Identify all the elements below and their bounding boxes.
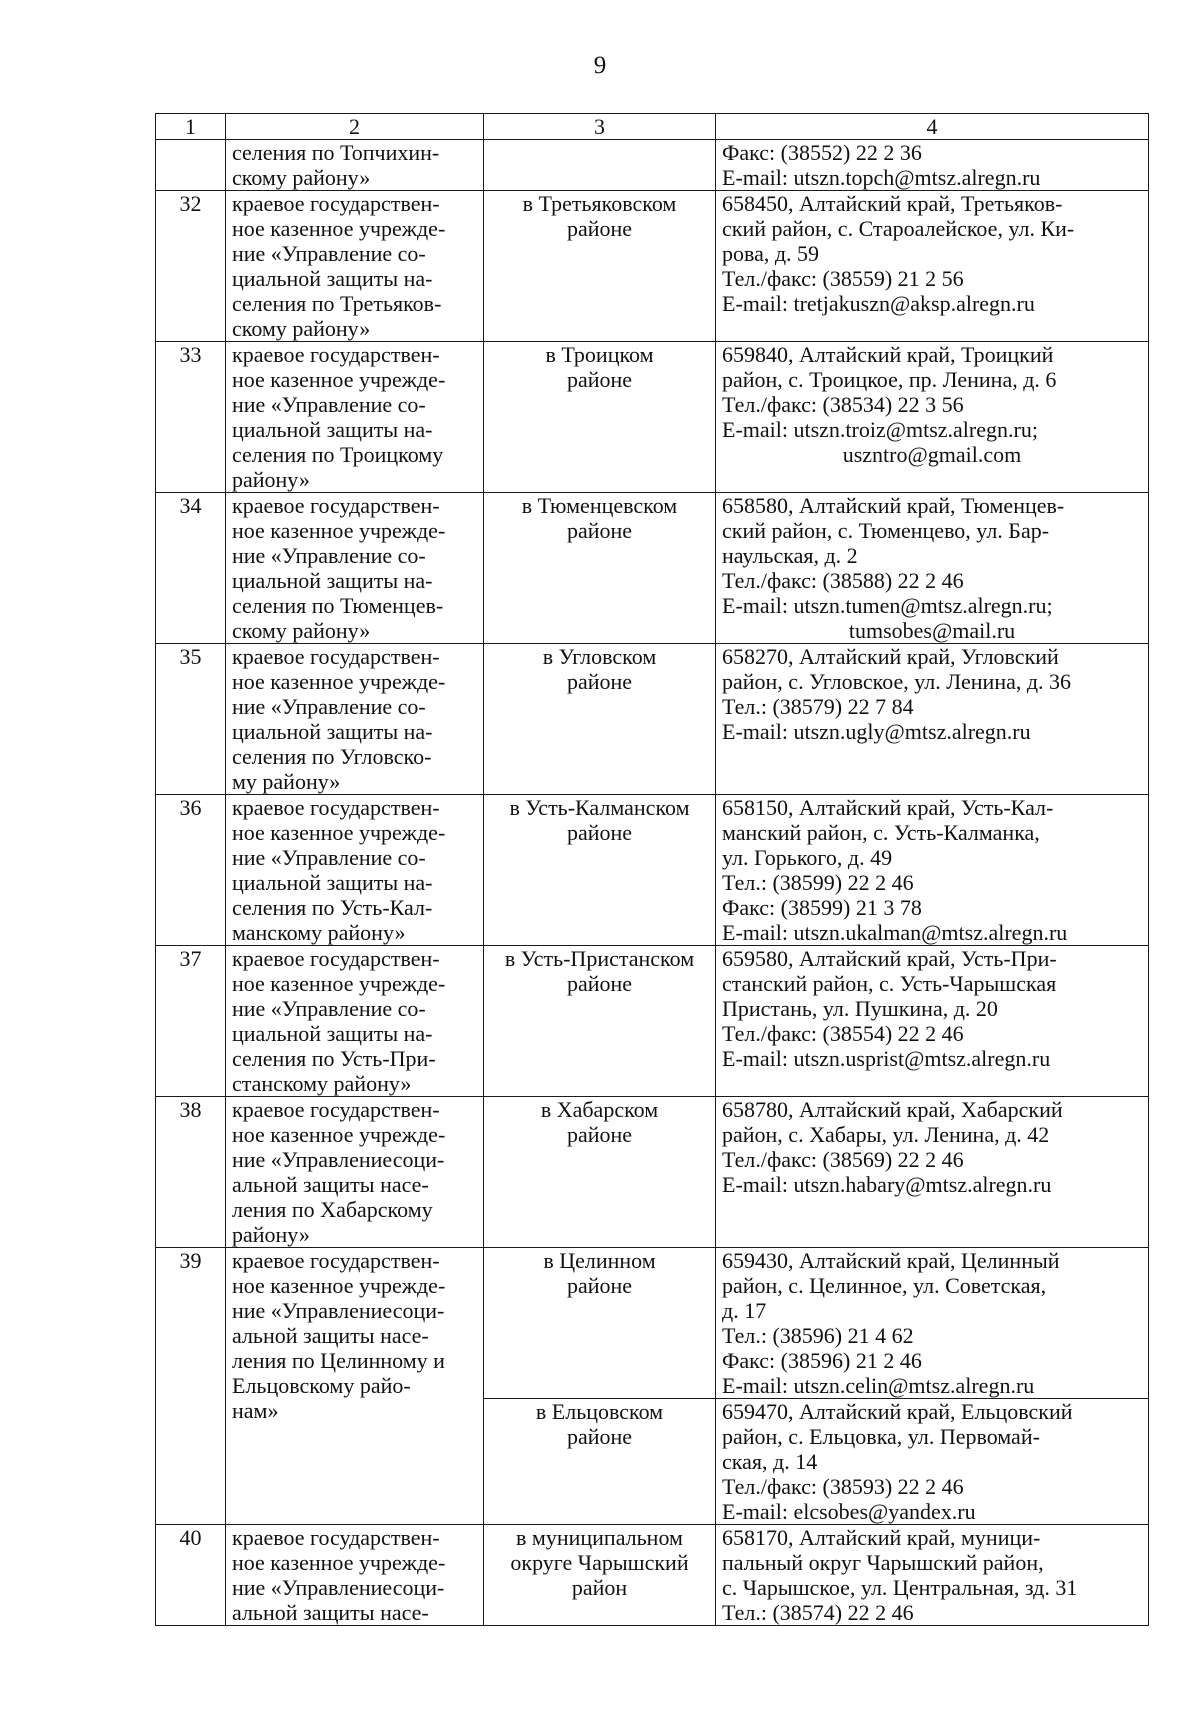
district-line: в Ельцовском — [535, 1399, 664, 1424]
name-line: нам» — [232, 1398, 279, 1423]
contact-line: ский район, с. Тюменцево, ул. Бар- — [722, 518, 1050, 543]
table-row — [156, 1525, 1149, 1626]
contact-line: ул. Горького, д. 49 — [722, 845, 893, 870]
name-line: селения по Троицкому — [232, 442, 444, 467]
name-line: ние «Управлениесоци- — [232, 1575, 445, 1600]
district-line: районе — [566, 1273, 633, 1298]
table-row — [156, 1248, 1149, 1399]
table-row — [156, 795, 1149, 946]
contact-line: Тел./факс: (38534) 22 3 56 — [722, 392, 964, 417]
name-line: альной защиты насе- — [232, 1172, 429, 1197]
district-line: район — [571, 1575, 628, 1600]
name-line: ние «Управление со- — [232, 845, 426, 870]
name-line: ние «Управление со- — [232, 392, 426, 417]
table-row — [156, 946, 1149, 1097]
contact-line: Пристань, ул. Пушкина, д. 20 — [722, 996, 998, 1021]
name-line: краевое государствен- — [232, 1248, 440, 1273]
row-number: 38 — [156, 1097, 226, 1248]
table-row — [156, 493, 1149, 644]
name-line: ное казенное учрежде- — [232, 1122, 446, 1147]
name-line: краевое государствен- — [232, 342, 440, 367]
district-line: районе — [566, 1424, 633, 1449]
name-line: ное казенное учрежде- — [232, 971, 446, 996]
row-number: 34 — [156, 493, 226, 644]
name-line: альной защиты насе- — [232, 1323, 429, 1348]
district-line: районе — [566, 216, 633, 241]
district-line: в Усть-Калманском — [509, 795, 690, 820]
continuation-number-cell — [156, 140, 226, 191]
contact-line: ский район, с. Староалейское, ул. Ки- — [722, 216, 1075, 241]
district-cell — [484, 191, 716, 342]
contacts-cell — [716, 1525, 1149, 1626]
name-line: ления по Целинному и — [232, 1348, 445, 1373]
name-line: краевое государствен- — [232, 795, 440, 820]
district-line: районе — [566, 971, 633, 996]
contact-line: E-mail: utszn.ukalman@mtsz.alregn.ru — [722, 920, 1068, 945]
name-line: ное казенное учрежде- — [232, 820, 446, 845]
district-cell — [484, 1399, 716, 1525]
name-line: ние «Управлениесоци- — [232, 1298, 445, 1323]
name-line: альной защиты насе- — [232, 1600, 429, 1625]
institutions-table — [155, 113, 1149, 1626]
district-cell — [484, 644, 716, 795]
name-line: скому району» — [232, 165, 371, 190]
contacts-cell — [716, 191, 1149, 342]
contact-line: 658450, Алтайский край, Третьяков- — [722, 191, 1063, 216]
contacts-cell — [716, 644, 1149, 795]
district-line: в Троицком — [545, 342, 654, 367]
contact-line: 658270, Алтайский край, Угловский — [722, 644, 1059, 669]
district-line: районе — [566, 367, 633, 392]
contact-line: E-mail: utszn.troiz@mtsz.alregn.ru; — [722, 417, 1038, 442]
name-line: селения по Усть-При- — [232, 1046, 436, 1071]
district-cell — [484, 493, 716, 644]
district-line: в Целинном — [543, 1248, 656, 1273]
name-line: станскому району» — [232, 1071, 412, 1096]
district-cell — [484, 946, 716, 1097]
contact-line: E-mail: tretjakuszn@aksp.alregn.ru — [722, 291, 1035, 316]
contact-line: Тел.: (38599) 22 2 46 — [722, 870, 914, 895]
column-header-2: 2 — [226, 114, 484, 140]
district-line: районе — [566, 820, 633, 845]
contact-line: Факс: (38596) 21 2 46 — [722, 1348, 922, 1373]
name-line: ние «Управлениесоци- — [232, 1147, 445, 1172]
table-row — [156, 1097, 1149, 1248]
district-line: районе — [566, 669, 633, 694]
institution-name-cell — [226, 493, 484, 644]
district-line: районе — [566, 1122, 633, 1147]
institution-name-cell — [226, 342, 484, 493]
institution-name-cell — [226, 1248, 484, 1525]
continuation-name-cell — [226, 140, 484, 191]
contact-line: uszntro@gmail.com — [842, 442, 1022, 467]
column-header-3: 3 — [484, 114, 716, 140]
contact-line: манский район, с. Усть-Калманка, — [722, 820, 1040, 845]
contact-line: рова, д. 59 — [722, 241, 820, 266]
contacts-cell — [716, 795, 1149, 946]
contact-line: E-mail: utszn.usprist@mtsz.alregn.ru — [722, 1046, 1051, 1071]
contact-line: 658580, Алтайский край, Тюменцев- — [722, 493, 1065, 518]
contact-line: 659470, Алтайский край, Ельцовский — [722, 1399, 1073, 1424]
district-line: в Тюменцевском — [521, 493, 678, 518]
contact-line: Тел./факс: (38593) 22 2 46 — [722, 1474, 964, 1499]
institution-name-cell — [226, 946, 484, 1097]
contacts-cell — [716, 946, 1149, 1097]
contacts-cell — [716, 342, 1149, 493]
name-line: району» — [232, 1222, 310, 1247]
name-line: циальной защиты на- — [232, 719, 433, 744]
contact-line: 658780, Алтайский край, Хабарский — [722, 1097, 1063, 1122]
name-line: краевое государствен- — [232, 1097, 440, 1122]
contact-line: район, с. Угловское, ул. Ленина, д. 36 — [722, 669, 1072, 694]
row-number: 39 — [156, 1248, 226, 1525]
contact-line: Тел./факс: (38554) 22 2 46 — [722, 1021, 964, 1046]
institution-name-cell — [226, 644, 484, 795]
district-line: округе Чарышский — [510, 1550, 689, 1575]
name-line: району» — [232, 467, 310, 492]
name-line: манскому району» — [232, 920, 406, 945]
contact-line: E-mail: utszn.habary@mtsz.alregn.ru — [722, 1172, 1052, 1197]
contact-line: Факс: (38599) 21 3 78 — [722, 895, 922, 920]
contact-line: Тел.: (38574) 22 2 46 — [722, 1600, 914, 1625]
row-number: 36 — [156, 795, 226, 946]
row-number: 35 — [156, 644, 226, 795]
name-line: краевое государствен- — [232, 644, 440, 669]
row-number: 40 — [156, 1525, 226, 1626]
row-number: 37 — [156, 946, 226, 1097]
name-line: циальной защиты на- — [232, 568, 433, 593]
continuation-row — [156, 140, 1149, 191]
name-line: ние «Управление со- — [232, 241, 426, 266]
contact-line: с. Чарышское, ул. Центральная, зд. 31 — [722, 1575, 1078, 1600]
contact-line: 659580, Алтайский край, Усть-При- — [722, 946, 1057, 971]
contact-line: 659430, Алтайский край, Целинный — [722, 1248, 1060, 1273]
name-line: ное казенное учрежде- — [232, 518, 446, 543]
name-line: ние «Управление со- — [232, 694, 426, 719]
district-cell — [484, 1097, 716, 1248]
name-line: краевое государствен- — [232, 493, 440, 518]
name-line: ние «Управление со- — [232, 543, 426, 568]
name-line: циальной защиты на- — [232, 417, 433, 442]
district-cell — [484, 795, 716, 946]
contact-line: Тел./факс: (38559) 21 2 56 — [722, 266, 964, 291]
district-line: в Угловском — [542, 644, 657, 669]
row-number: 32 — [156, 191, 226, 342]
contact-line: район, с. Троицкое, пр. Ленина, д. 6 — [722, 367, 1057, 392]
table-row — [156, 644, 1149, 795]
district-line: в муниципальном — [516, 1525, 683, 1550]
name-line: ное казенное учрежде- — [232, 216, 446, 241]
name-line: селения по Тюменцев- — [232, 593, 444, 618]
name-line: ное казенное учрежде- — [232, 1550, 446, 1575]
district-line: районе — [566, 518, 633, 543]
contact-line: Факс: (38552) 22 2 36 — [722, 140, 922, 165]
contact-line: район, с. Целинное, ул. Советская, — [722, 1273, 1047, 1298]
institution-name-cell — [226, 1525, 484, 1626]
name-line: ное казенное учрежде- — [232, 669, 446, 694]
row-number: 33 — [156, 342, 226, 493]
table-row — [156, 191, 1149, 342]
name-line: му району» — [232, 769, 341, 794]
name-line: циальной защиты на- — [232, 1021, 433, 1046]
table-body — [156, 114, 1149, 1626]
contact-line: Тел.: (38579) 22 7 84 — [722, 694, 914, 719]
contact-line: Тел.: (38596) 21 4 62 — [722, 1323, 914, 1348]
contact-line: район, с. Ельцовка, ул. Первомай- — [722, 1424, 1040, 1449]
name-line: селения по Топчихин- — [232, 140, 440, 165]
contact-line: наульская, д. 2 — [722, 543, 858, 568]
name-line: селения по Усть-Кал- — [232, 895, 433, 920]
district-line: в Третьяковском — [522, 191, 677, 216]
column-header-4: 4 — [716, 114, 1149, 140]
contact-line: 659840, Алтайский край, Троицкий — [722, 342, 1054, 367]
column-header-1: 1 — [156, 114, 226, 140]
name-line: Ельцовскому райо- — [232, 1373, 411, 1398]
contact-line: Тел./факс: (38569) 22 2 46 — [722, 1147, 964, 1172]
table-row — [156, 342, 1149, 493]
contact-line: ская, д. 14 — [722, 1449, 818, 1474]
contact-line: E-mail: elcsobes@yandex.ru — [722, 1499, 976, 1524]
contacts-cell — [716, 1248, 1149, 1399]
contact-line: E-mail: utszn.celin@mtsz.alregn.ru — [722, 1373, 1035, 1398]
district-cell — [484, 342, 716, 493]
continuation-place-cell — [484, 140, 716, 191]
district-cell — [484, 1525, 716, 1626]
header-row — [156, 114, 1149, 140]
district-line: в Хабарском — [540, 1097, 659, 1122]
name-line: скому району» — [232, 618, 371, 643]
contact-line: 658170, Алтайский край, муници- — [722, 1525, 1041, 1550]
continuation-contacts-cell — [716, 140, 1149, 191]
contact-line: tumsobes@mail.ru — [848, 618, 1016, 643]
name-line: краевое государствен- — [232, 1525, 440, 1550]
contacts-cell — [716, 493, 1149, 644]
contact-line: станский район, с. Усть-Чарышская — [722, 971, 1057, 996]
name-line: ние «Управление со- — [232, 996, 426, 1021]
contacts-cell — [716, 1399, 1149, 1525]
contacts-cell — [716, 1097, 1149, 1248]
institution-name-cell — [226, 1097, 484, 1248]
contact-line: E-mail: utszn.ugly@mtsz.alregn.ru — [722, 719, 1031, 744]
name-line: скому району» — [232, 316, 371, 341]
contact-line: 658150, Алтайский край, Усть-Кал- — [722, 795, 1054, 820]
contact-line: E-mail: utszn.tumen@mtsz.alregn.ru; — [722, 593, 1053, 618]
institution-name-cell — [226, 795, 484, 946]
name-line: ное казенное учрежде- — [232, 1273, 446, 1298]
name-line: ное казенное учрежде- — [232, 367, 446, 392]
name-line: циальной защиты на- — [232, 266, 433, 291]
contact-line: д. 17 — [722, 1298, 767, 1323]
name-line: краевое государствен- — [232, 946, 440, 971]
name-line: краевое государствен- — [232, 191, 440, 216]
contact-line: пальный округ Чарышский район, — [722, 1550, 1044, 1575]
institution-name-cell — [226, 191, 484, 342]
contact-line: Тел./факс: (38588) 22 2 46 — [722, 568, 964, 593]
name-line: ления по Хабарскому — [232, 1197, 433, 1222]
contact-line: E-mail: utszn.topch@mtsz.alregn.ru — [722, 165, 1041, 190]
district-cell — [484, 1248, 716, 1399]
name-line: селения по Угловско- — [232, 744, 432, 769]
name-line: циальной защиты на- — [232, 870, 433, 895]
district-line: в Усть-Пристанском — [504, 946, 695, 971]
contact-line: район, с. Хабары, ул. Ленина, д. 42 — [722, 1122, 1050, 1147]
page-number: 9 — [593, 52, 607, 79]
name-line: селения по Третьяков- — [232, 291, 442, 316]
